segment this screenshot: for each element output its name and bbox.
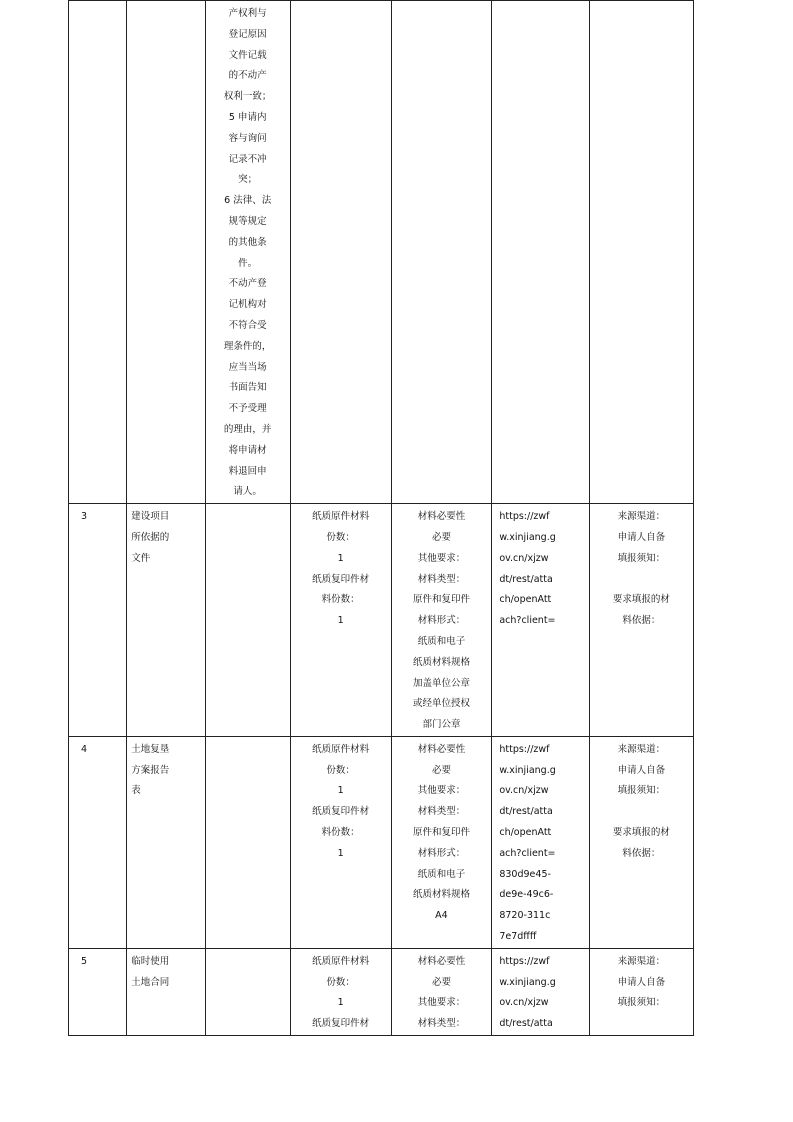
material-requirements-line: 材料必要性 <box>417 743 466 755</box>
material-count-line: 纸质复印件材 <box>312 573 370 585</box>
acceptance-criteria-line: 应当当场 <box>228 361 267 373</box>
material-requirements-line: 部门公章 <box>422 719 461 731</box>
acceptance-criteria-line: 理条件的， <box>223 340 272 352</box>
filing-notes-line: 申请人自备 <box>617 764 666 776</box>
sample-link-cell <box>492 1 589 504</box>
sample-link-line[interactable]: w.xinjiang.g <box>499 976 556 988</box>
material-name-cell <box>127 736 205 948</box>
material-requirements-line: 材料类型： <box>417 573 466 585</box>
acceptance-criteria-cell <box>205 948 290 1035</box>
material-name-line: 方案报告 <box>131 764 170 776</box>
filing-notes-line: 申请人自备 <box>617 976 666 988</box>
row-number-cell <box>69 504 127 737</box>
material-count-line: 1 <box>337 847 344 859</box>
material-requirements-line: 必要 <box>431 531 451 543</box>
acceptance-criteria-line: 规等规定 <box>228 215 267 227</box>
acceptance-criteria-line: 的理由，并 <box>223 423 272 435</box>
row-number: 4 <box>81 743 88 755</box>
material-count-line: 纸质原件材料 <box>312 955 370 967</box>
material-requirements-cell <box>391 948 492 1035</box>
row-number-cell <box>69 736 127 948</box>
sample-link-line[interactable]: de9e-49c6- <box>499 889 554 901</box>
acceptance-criteria-line: 件。 <box>238 257 258 269</box>
material-count-line: 料份数： <box>321 594 360 606</box>
acceptance-criteria-line: 5 申请内 <box>228 111 267 123</box>
filing-notes-line: 填报须知： <box>617 785 666 797</box>
material-name-line: 文件 <box>131 552 151 564</box>
filing-notes-line <box>594 570 689 591</box>
table-row <box>69 1 694 504</box>
material-requirements-line: 原件和复印件 <box>412 594 470 606</box>
table-row <box>69 736 694 948</box>
material-requirements-line: 材料类型： <box>417 806 466 818</box>
material-requirements-line: 材料必要性 <box>417 955 466 967</box>
material-requirements-cell <box>391 1 492 504</box>
material-requirements-line: 原件和复印件 <box>412 827 470 839</box>
table-row <box>69 504 694 737</box>
row-number: 3 <box>81 511 88 523</box>
acceptance-criteria-line: 书面告知 <box>228 382 267 394</box>
material-count-line: 料份数： <box>321 827 360 839</box>
material-count-cell <box>290 1 391 504</box>
filing-notes-line: 料依据： <box>622 615 661 627</box>
material-requirements-line: 纸质和电子 <box>417 635 466 647</box>
acceptance-criteria-line: 的其他条 <box>228 236 267 248</box>
material-requirements-line: 材料形式： <box>417 847 466 859</box>
acceptance-criteria-line: 料退回申 <box>228 465 267 477</box>
acceptance-criteria-line: 不动产登 <box>228 278 267 290</box>
row-number: 5 <box>81 955 88 967</box>
filing-notes-line: 来源渠道： <box>617 511 666 523</box>
material-count-line: 纸质复印件材 <box>312 1018 370 1030</box>
sample-link-line[interactable]: ov.cn/xjzw <box>499 997 549 1009</box>
material-count-line: 1 <box>337 552 344 564</box>
material-requirements-line: 纸质材料规格 <box>412 656 470 668</box>
sample-link-line[interactable]: 830d9e45- <box>499 868 551 880</box>
sample-link-line[interactable]: 8720-311c <box>499 910 551 922</box>
material-name-cell <box>127 948 205 1035</box>
material-requirements-line: 材料形式： <box>417 615 466 627</box>
filing-notes-cell <box>589 1 693 504</box>
acceptance-criteria-line: 容与询问 <box>228 132 267 144</box>
filing-notes-line: 来源渠道： <box>617 955 666 967</box>
material-requirements-line: 其他要求： <box>417 785 466 797</box>
material-requirements-line: 或经单位授权 <box>412 698 470 710</box>
filing-notes-cell <box>589 504 693 737</box>
filing-notes-cell <box>589 736 693 948</box>
sample-link-line[interactable]: 7e7dffff <box>499 931 537 943</box>
material-count-line: 纸质原件材料 <box>312 743 370 755</box>
filing-notes-line: 填报须知： <box>617 997 666 1009</box>
material-count-line: 纸质复印件材 <box>312 806 370 818</box>
acceptance-criteria-cell <box>205 504 290 737</box>
material-name-line: 土地合同 <box>131 976 170 988</box>
material-count-line: 1 <box>337 615 344 627</box>
acceptance-criteria-line: 记机构对 <box>228 299 267 311</box>
material-count-line: 1 <box>337 785 344 797</box>
acceptance-criteria-line: 将申请材 <box>228 444 267 456</box>
sample-link-line[interactable]: ov.cn/xjzw <box>499 552 549 564</box>
filing-notes-line: 填报须知： <box>617 552 666 564</box>
material-count-line: 份数： <box>326 976 355 988</box>
material-requirements-line: 纸质材料规格 <box>412 889 470 901</box>
material-count-line: 份数： <box>326 764 355 776</box>
material-count-line: 份数： <box>326 531 355 543</box>
material-requirements-line: 其他要求： <box>417 552 466 564</box>
material-requirements-line: 其他要求： <box>417 997 466 1009</box>
material-count-cell <box>290 736 391 948</box>
sample-link-line[interactable]: ach?client= <box>499 847 556 859</box>
sample-link-line[interactable]: ch/openAtt <box>499 827 552 839</box>
acceptance-criteria-line: 记录不冲 <box>228 153 267 165</box>
acceptance-criteria-line: 请人。 <box>233 486 262 498</box>
sample-link-line[interactable]: ch/openAtt <box>499 594 552 606</box>
material-count-cell <box>290 504 391 737</box>
acceptance-criteria-line: 不符合受 <box>228 319 267 331</box>
table-row <box>69 948 694 1035</box>
material-requirements-line: A4 <box>435 910 448 922</box>
sample-link-cell <box>492 504 589 737</box>
filing-notes-cell <box>589 948 693 1035</box>
material-count-cell <box>290 948 391 1035</box>
material-requirements-line: 必要 <box>431 764 451 776</box>
material-requirements-line: 材料类型： <box>417 1018 466 1030</box>
material-count-line: 纸质原件材料 <box>312 511 370 523</box>
sample-link-line[interactable]: w.xinjiang.g <box>499 531 556 543</box>
material-name-line: 建设项目 <box>131 511 170 523</box>
sample-link-line[interactable]: dt/rest/atta <box>499 806 553 818</box>
sample-link-cell <box>492 736 589 948</box>
acceptance-criteria-line: 的不动产 <box>228 70 267 82</box>
sample-link-line[interactable]: dt/rest/atta <box>499 1018 553 1030</box>
acceptance-criteria-line: 文件记载 <box>228 49 267 61</box>
acceptance-criteria-line: 权利一致； <box>223 91 272 103</box>
filing-notes-line: 要求填报的材 <box>612 827 670 839</box>
material-requirements-cell <box>391 504 492 737</box>
material-requirements-cell <box>391 736 492 948</box>
sample-link-line[interactable]: ov.cn/xjzw <box>499 785 549 797</box>
sample-link-cell <box>492 948 589 1035</box>
material-name-cell <box>127 1 205 504</box>
material-name-line: 临时使用 <box>131 955 170 967</box>
acceptance-criteria-line: 登记原因 <box>228 28 267 40</box>
table-body <box>69 1 694 1036</box>
sample-link-line[interactable]: https://zwf <box>499 511 550 523</box>
filing-notes-line: 申请人自备 <box>617 531 666 543</box>
sample-link-line[interactable]: https://zwf <box>499 955 550 967</box>
acceptance-criteria-cell <box>205 736 290 948</box>
material-count-line: 1 <box>337 997 344 1009</box>
material-requirements-line: 材料必要性 <box>417 511 466 523</box>
acceptance-criteria-cell <box>205 1 290 504</box>
filing-notes-line: 料依据： <box>622 847 661 859</box>
materials-table <box>68 0 694 1036</box>
material-name-cell <box>127 504 205 737</box>
acceptance-criteria-line: 产权利与 <box>228 8 267 19</box>
sample-link-line[interactable]: ach?client= <box>499 615 556 627</box>
acceptance-criteria-line: 6 法律、法 <box>224 195 272 207</box>
sample-link-line[interactable]: w.xinjiang.g <box>499 764 556 776</box>
material-requirements-line: 必要 <box>431 976 451 988</box>
material-requirements-line: 加盖单位公章 <box>412 677 470 689</box>
acceptance-criteria-line: 突； <box>238 174 258 186</box>
sample-link-line[interactable]: https://zwf <box>499 743 550 755</box>
material-name-line: 表 <box>131 785 141 797</box>
filing-notes-line: 来源渠道： <box>617 743 666 755</box>
filing-notes-line <box>594 802 689 823</box>
acceptance-criteria-line: 不予受理 <box>228 403 267 415</box>
row-number-cell <box>69 948 127 1035</box>
sample-link-line[interactable]: dt/rest/atta <box>499 573 553 585</box>
material-name-line: 土地复垦 <box>131 743 170 755</box>
row-number-cell <box>69 1 127 504</box>
material-name-line: 所依据的 <box>131 531 170 543</box>
filing-notes-line: 要求填报的材 <box>612 594 670 606</box>
material-requirements-line: 纸质和电子 <box>417 868 466 880</box>
